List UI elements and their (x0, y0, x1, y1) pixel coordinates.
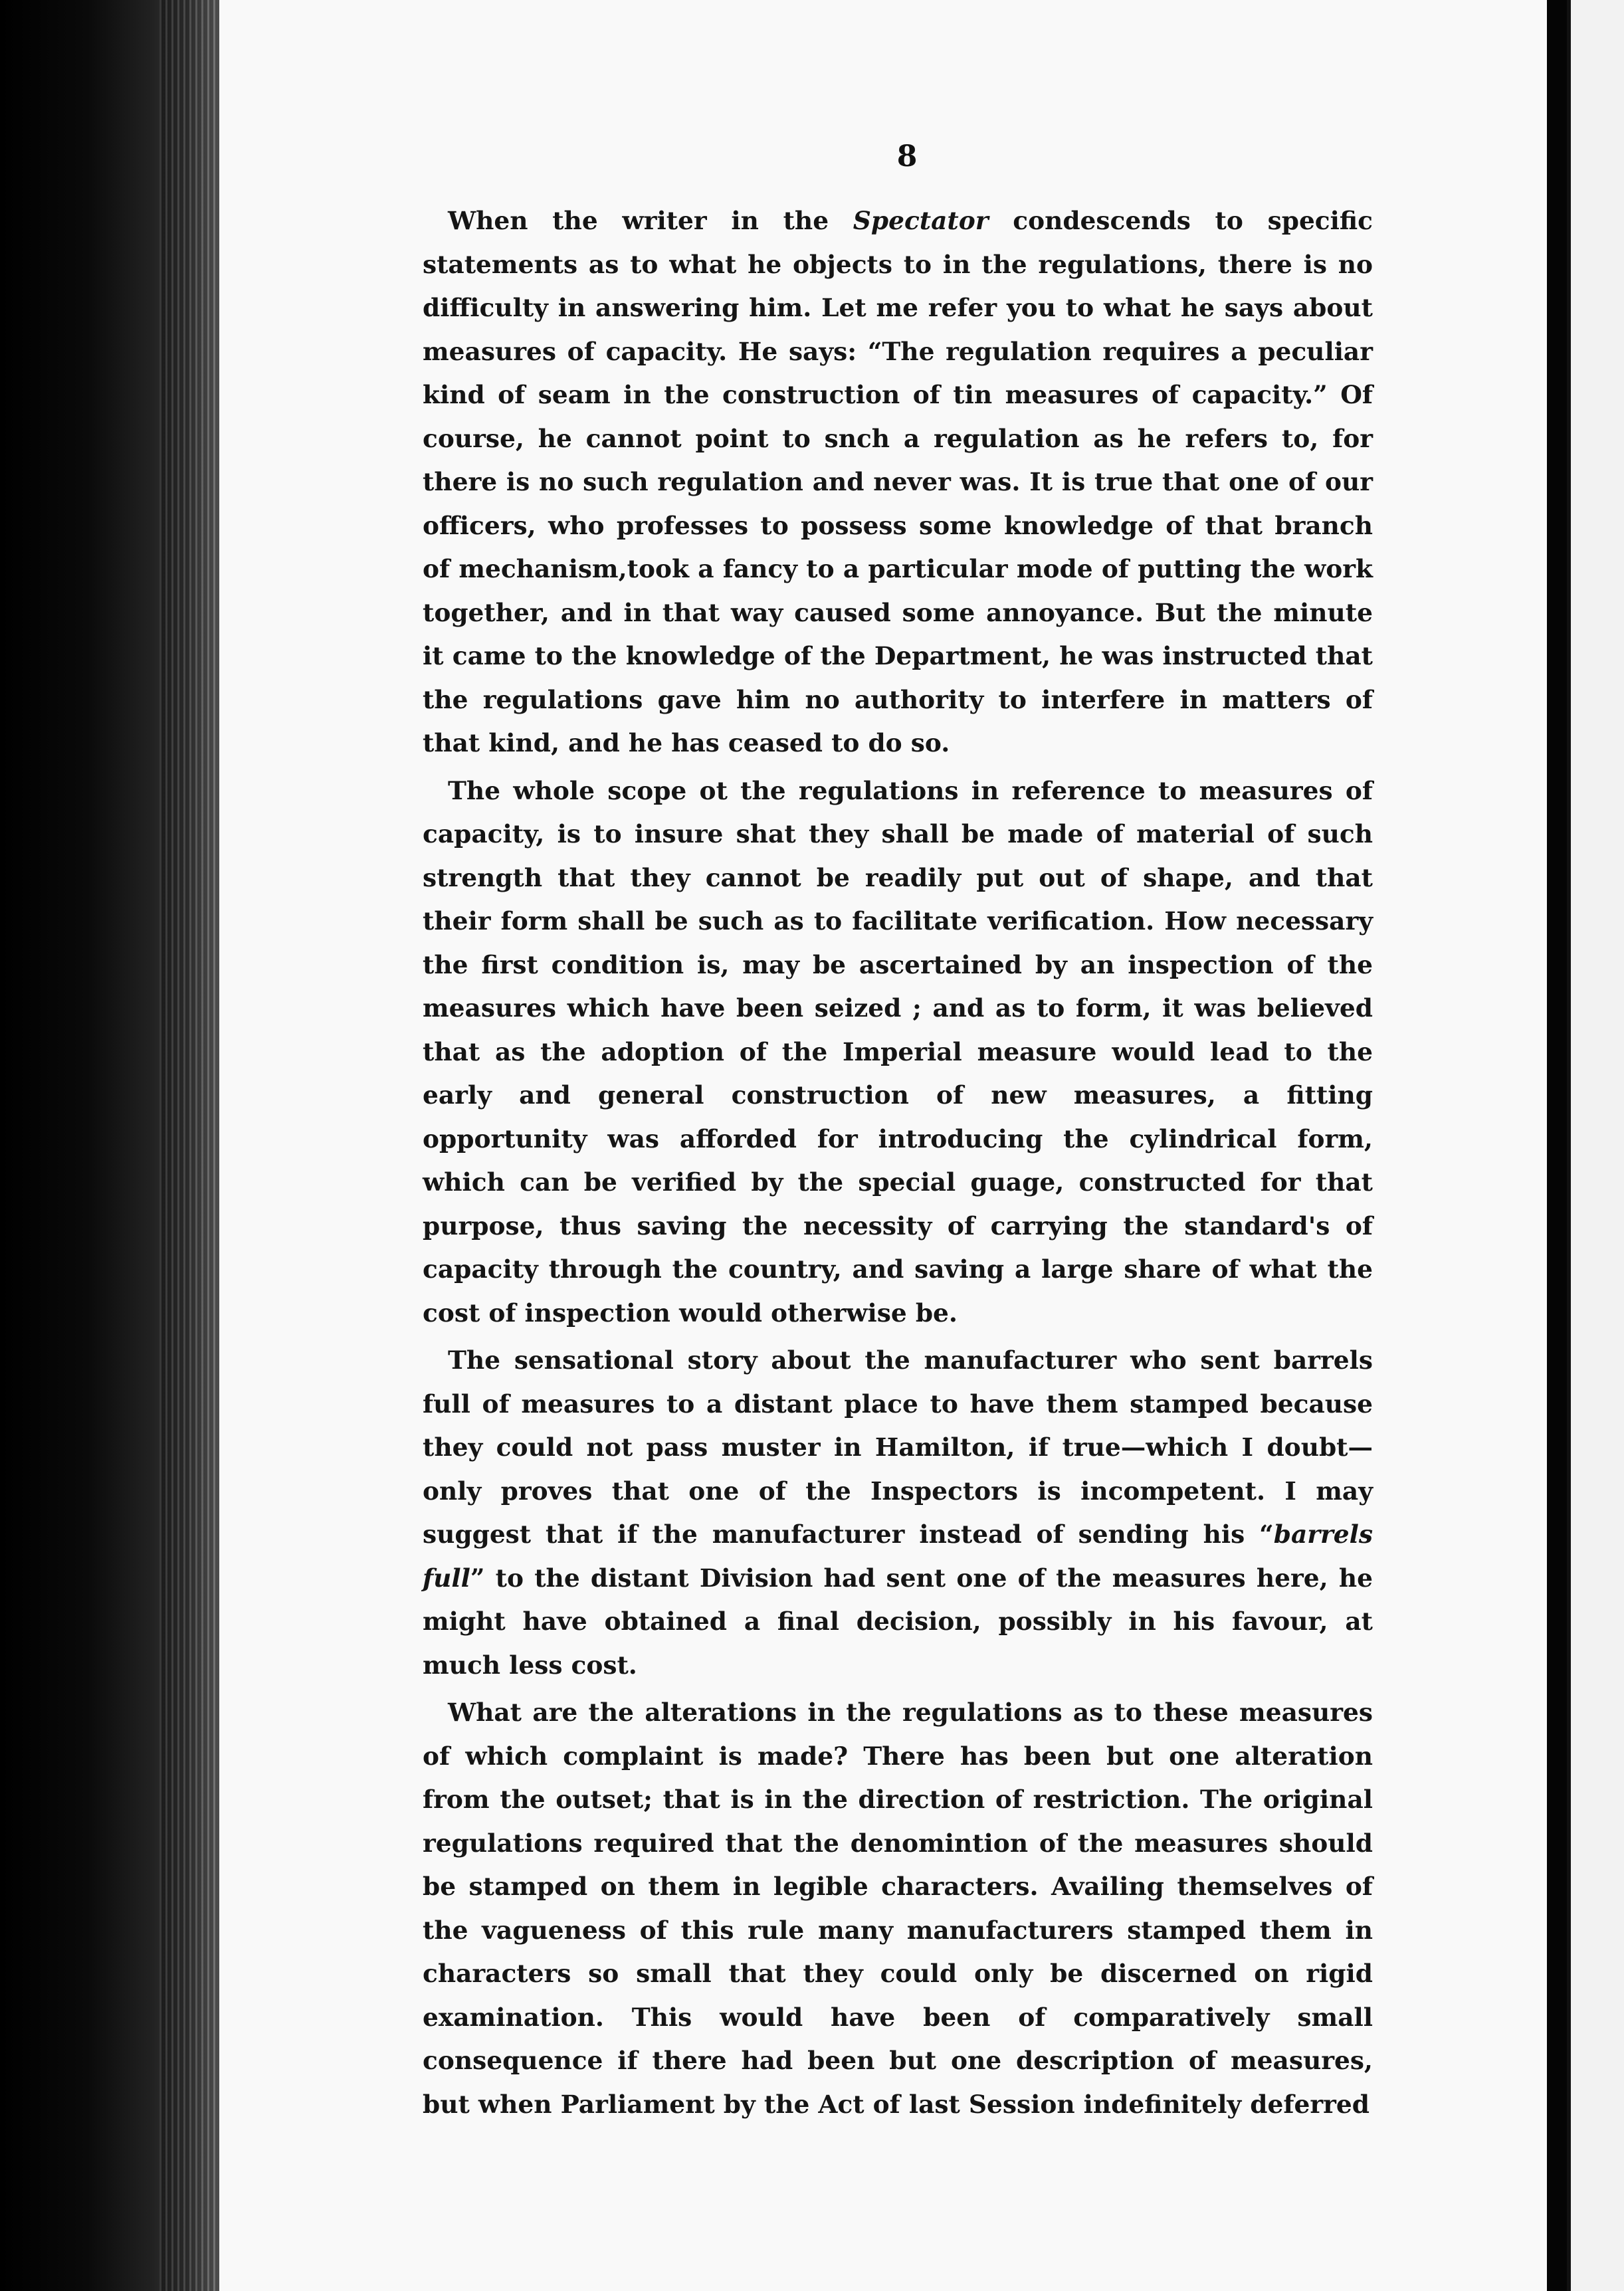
italic-phrase: barrels full (423, 1520, 1373, 1593)
paragraph: The whole scope ot the regulations in reference to measures of capacity, is to insure shat they shall be made of material of such strength that they cannot be readily put out of shape, and that their form shall be such as to facilitate verification. How necessary the first condition is, may be ascertained by an inspection of the measures which have been seized ; and as to form, it was believed that as the adoption of the Imperial measure would lead to the early and general construction of new measures, a fitting opportunity was afforded for introducing the cylindrical form, which can be verified by the special guage, constructed for that purpose, thus saving the necessity of carrying the standard's of capacity through the country, and saving a large share of what the cost of inspection would otherwise be. (423, 775, 1373, 1328)
page-gutter-right (1547, 0, 1567, 2291)
next-page-edge (1567, 0, 1624, 2291)
page-number: 8 (896, 140, 918, 173)
binding-edge (159, 0, 219, 2291)
paragraph: The sensational story about the manufacturer who sent barrels full of measures to a distant place to have them stamped because they could not pass muster in Hamilton, if true—which I doubt—only proves that one of the Inspectors is incompetent. I may suggest that if the manufacturer instead of sending his “barrels full” to the distant Division had sent one of the measures here, he might have obtained a final decision, possibly in his favour, at much less cost. (423, 1345, 1373, 1680)
body-text (423, 199, 1373, 2126)
paragraph: When the writer in the Spectator condescends to specific statements as to what he objects to in the regulations, there is no difficulty in answering him. Let me refer you to what he says about measures of capacity. He says: “The regulation requires a peculiar kind of seam in the construction of tin measures of capacity.” Of course, he cannot point to snch a regulation as he refers to, for there is no such regulation and never was. It is true that one of our officers, who professes to possess some knowledge of that branch of mechanism,took a fancy to a particular mode of putting the work together, and in that way caused some annoyance. But the minute it came to the knowledge of the Department, he was instructed that the regulations gave him no authority to interfere in matters of that kind, and he has ceased to do so. (423, 206, 1373, 757)
paragraph: What are the alterations in the regulations as to these measures of which complaint is made? There has been but one alteration from the outset; that is in the direction of restriction. The original regulations required that the denomintion of the measures should be stamped on them in legible characters. Availing themselves of the vagueness of this rule many manufacturers stamped them in characters so small that they could only be discerned on rigid examination. This would have been of comparatively small consequence if there had been but one description of measures, but when Parliament by the Act of last Session indefinitely deferred (423, 1698, 1373, 2119)
italic-title: Spectator (853, 206, 989, 235)
